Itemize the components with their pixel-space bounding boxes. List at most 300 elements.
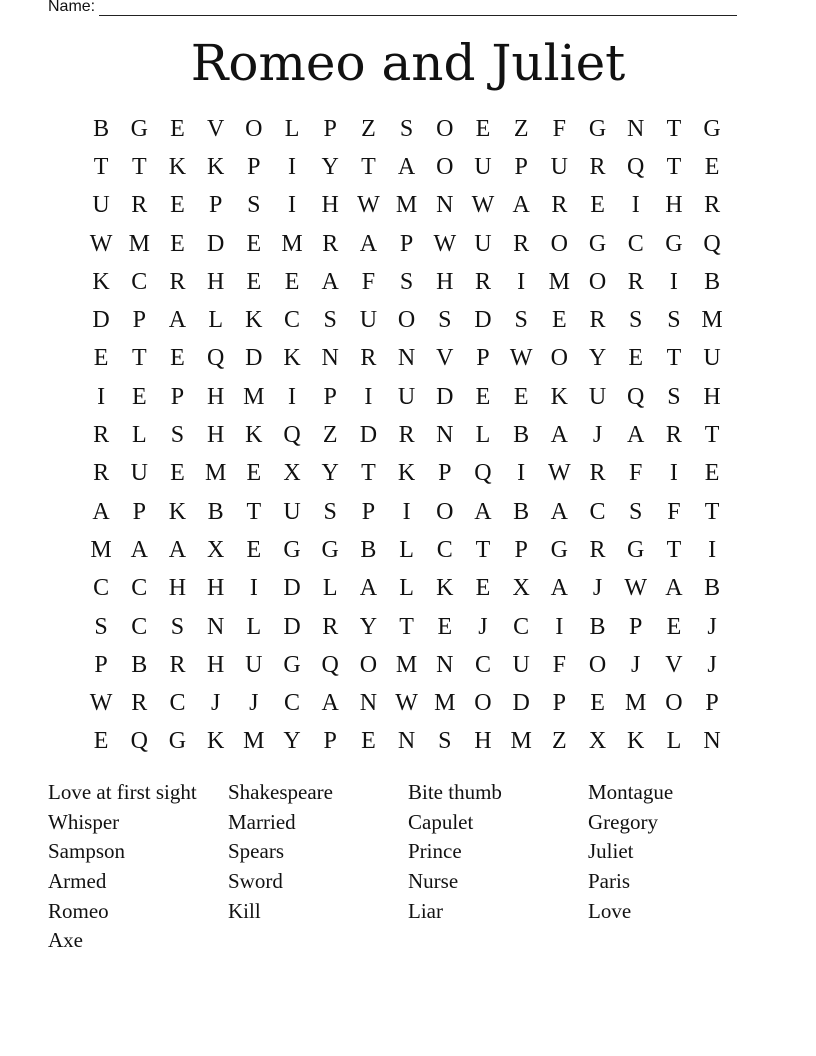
grid-letter[interactable]: Q xyxy=(206,345,225,372)
grid-letter[interactable]: P xyxy=(552,690,567,717)
grid-letter[interactable]: Q xyxy=(283,422,301,449)
grid-letter[interactable]: M xyxy=(243,383,265,410)
grid-letter[interactable]: S xyxy=(629,307,643,334)
grid-letter[interactable]: S xyxy=(629,498,643,525)
grid-letter[interactable]: P xyxy=(629,613,643,640)
grid-letter[interactable]: K xyxy=(206,728,225,755)
grid-letter[interactable]: M xyxy=(548,268,571,295)
grid-letter[interactable]: E xyxy=(704,460,720,487)
grid-letter[interactable]: P xyxy=(705,690,719,717)
grid-letter[interactable]: I xyxy=(402,498,411,525)
grid-letter[interactable]: B xyxy=(704,268,721,295)
grid-letter[interactable]: R xyxy=(474,268,491,295)
grid-letter[interactable]: I xyxy=(288,153,297,180)
grid-letter[interactable]: B xyxy=(93,115,110,142)
grid-letter[interactable]: R xyxy=(93,422,110,449)
grid-letter[interactable]: K xyxy=(245,422,263,449)
grid-letter[interactable]: E xyxy=(437,613,453,640)
grid-letter[interactable]: F xyxy=(552,115,567,142)
grid-letter[interactable]: O xyxy=(436,498,454,525)
grid-letter[interactable]: C xyxy=(589,498,606,525)
grid-letter[interactable]: W xyxy=(548,460,571,487)
grid-letter[interactable]: R xyxy=(704,192,721,219)
grid-letter[interactable]: O xyxy=(245,115,263,142)
grid-letter[interactable]: E xyxy=(170,192,185,219)
grid-letter[interactable]: K xyxy=(397,460,416,487)
grid-letter[interactable]: W xyxy=(433,230,457,257)
grid-letter[interactable]: I xyxy=(517,460,526,487)
grid-letter[interactable]: J xyxy=(707,613,717,640)
grid-letter[interactable]: U xyxy=(703,345,721,372)
grid-letter[interactable]: M xyxy=(434,690,456,717)
grid-letter[interactable]: W xyxy=(357,192,380,219)
grid-letter[interactable]: E xyxy=(170,460,185,487)
grid-letter[interactable]: H xyxy=(206,651,225,678)
grid-letter[interactable]: G xyxy=(550,536,569,563)
grid-letter[interactable]: W xyxy=(89,230,113,257)
grid-letter[interactable]: U xyxy=(474,230,492,257)
grid-letter[interactable]: D xyxy=(359,422,378,449)
grid-letter[interactable]: G xyxy=(588,115,607,142)
grid-letter[interactable]: U xyxy=(245,651,263,678)
grid-letter[interactable]: D xyxy=(436,383,454,410)
grid-letter[interactable]: P xyxy=(438,460,452,487)
grid-letter[interactable]: E xyxy=(590,690,605,717)
grid-letter[interactable]: S xyxy=(247,192,261,219)
grid-letter[interactable]: K xyxy=(627,728,645,755)
grid-letter[interactable]: B xyxy=(704,575,721,602)
grid-letter[interactable]: F xyxy=(629,460,643,487)
grid-letter[interactable]: O xyxy=(665,690,683,717)
grid-letter[interactable]: S xyxy=(170,422,185,449)
grid-letter[interactable]: H xyxy=(206,422,225,449)
grid-letter[interactable]: R xyxy=(665,422,682,449)
grid-letter[interactable]: P xyxy=(208,192,223,219)
grid-letter[interactable]: D xyxy=(474,307,492,334)
grid-letter[interactable]: B xyxy=(360,536,377,563)
grid-letter[interactable]: O xyxy=(588,651,607,678)
word-list-item: Montague xyxy=(588,780,674,804)
grid-letter[interactable]: X xyxy=(588,728,607,755)
grid-letter[interactable]: Q xyxy=(627,383,645,410)
grid-letter[interactable]: M xyxy=(701,307,723,334)
grid-letter[interactable]: A xyxy=(359,230,378,257)
grid-letter[interactable]: G xyxy=(283,536,301,563)
grid-letter[interactable]: U xyxy=(130,460,148,487)
grid-letter[interactable]: C xyxy=(474,651,491,678)
grid-letter[interactable]: P xyxy=(247,153,261,180)
grid-letter[interactable]: D xyxy=(245,345,263,372)
grid-letter[interactable]: N xyxy=(397,345,416,372)
grid-letter[interactable]: Y xyxy=(283,728,301,755)
grid-letter[interactable]: T xyxy=(666,115,682,142)
grid-letter[interactable]: J xyxy=(249,690,259,717)
grid-letter[interactable]: I xyxy=(669,268,678,295)
grid-letter[interactable]: T xyxy=(475,536,491,563)
grid-letter[interactable]: S xyxy=(667,307,681,334)
grid-letter[interactable]: I xyxy=(517,268,526,295)
grid-letter[interactable]: S xyxy=(438,728,452,755)
grid-letter[interactable]: K xyxy=(245,307,263,334)
grid-letter[interactable]: R xyxy=(589,536,606,563)
grid-letter[interactable]: U xyxy=(512,651,530,678)
grid-letter[interactable]: E xyxy=(246,268,262,295)
grid-letter[interactable]: A xyxy=(550,498,569,525)
grid-letter[interactable]: H xyxy=(665,192,683,219)
grid-letter[interactable]: O xyxy=(474,690,492,717)
grid-letter[interactable]: N xyxy=(436,651,454,678)
grid-letter[interactable]: E xyxy=(513,383,529,410)
grid-letter[interactable]: I xyxy=(364,383,373,410)
grid-letter[interactable]: E xyxy=(170,345,185,372)
grid-letter[interactable]: P xyxy=(476,345,490,372)
grid-letter[interactable]: D xyxy=(283,613,301,640)
grid-letter[interactable]: M xyxy=(128,230,150,257)
grid-letter[interactable]: F xyxy=(361,268,376,295)
grid-letter[interactable]: G xyxy=(665,230,683,257)
grid-letter[interactable]: E xyxy=(590,192,605,219)
grid-letter[interactable]: R xyxy=(93,460,110,487)
grid-letter[interactable]: Y xyxy=(321,460,339,487)
grid-letter[interactable]: E xyxy=(475,383,491,410)
grid-letter[interactable]: K xyxy=(92,268,110,295)
grid-letter[interactable]: A xyxy=(627,422,645,449)
grid-letter[interactable]: E xyxy=(475,115,491,142)
grid-letter[interactable]: L xyxy=(666,728,682,755)
grid-letter[interactable]: M xyxy=(243,728,265,755)
grid-letter[interactable]: L xyxy=(246,613,262,640)
grid-letter[interactable]: B xyxy=(589,613,606,640)
grid-letter[interactable]: G xyxy=(130,115,148,142)
grid-letter[interactable]: Z xyxy=(513,115,529,142)
grid-letter[interactable]: R xyxy=(398,422,415,449)
grid-letter[interactable]: Z xyxy=(322,422,338,449)
grid-letter[interactable]: C xyxy=(131,575,148,602)
grid-letter[interactable]: U xyxy=(550,153,569,180)
grid-letter[interactable]: W xyxy=(509,345,533,372)
grid-letter[interactable]: A xyxy=(321,268,339,295)
grid-letter[interactable]: T xyxy=(131,153,147,180)
name-underline[interactable] xyxy=(99,1,737,16)
grid-letter[interactable]: I xyxy=(288,192,297,219)
grid-letter[interactable]: R xyxy=(627,268,644,295)
grid-letter[interactable]: P xyxy=(323,383,337,410)
grid-letter[interactable]: P xyxy=(323,728,337,755)
grid-letter[interactable]: D xyxy=(92,307,110,334)
grid-letter[interactable]: M xyxy=(281,230,303,257)
grid-letter[interactable]: U xyxy=(397,383,416,410)
grid-letter[interactable]: J xyxy=(478,613,488,640)
grid-letter[interactable]: P xyxy=(132,498,146,525)
grid-letter[interactable]: E xyxy=(284,268,300,295)
grid-letter[interactable]: S xyxy=(438,307,452,334)
grid-letter[interactable]: H xyxy=(703,383,721,410)
grid-letter[interactable]: C xyxy=(169,690,186,717)
grid-letter[interactable]: E xyxy=(361,728,376,755)
grid-letter[interactable]: O xyxy=(436,153,454,180)
grid-letter[interactable]: P xyxy=(170,383,185,410)
grid-letter[interactable]: C xyxy=(436,536,453,563)
grid-letter[interactable]: E xyxy=(475,575,491,602)
grid-letter[interactable]: I xyxy=(288,383,297,410)
grid-letter[interactable]: R xyxy=(589,307,606,334)
grid-letter[interactable]: T xyxy=(131,345,147,372)
grid-letter[interactable]: L xyxy=(399,536,414,563)
grid-letter[interactable]: V xyxy=(436,345,454,372)
grid-letter[interactable]: K xyxy=(206,153,225,180)
grid-letter[interactable]: E xyxy=(246,230,262,257)
grid-letter[interactable]: A xyxy=(474,498,492,525)
grid-letter[interactable]: E xyxy=(704,153,720,180)
grid-letter[interactable]: E xyxy=(246,536,262,563)
grid-letter[interactable]: O xyxy=(550,230,569,257)
grid-letter[interactable]: S xyxy=(170,613,185,640)
grid-letter[interactable]: H xyxy=(321,192,339,219)
grid-letter[interactable]: R xyxy=(322,613,339,640)
grid-letter[interactable]: L xyxy=(131,422,147,449)
grid-letter[interactable]: Y xyxy=(359,613,378,640)
grid-letter[interactable]: Q xyxy=(627,153,645,180)
grid-letter[interactable]: A xyxy=(130,536,148,563)
grid-letter[interactable]: A xyxy=(168,536,187,563)
grid-letter[interactable]: C xyxy=(513,613,530,640)
grid-letter[interactable]: Q xyxy=(474,460,492,487)
grid-letter[interactable]: A xyxy=(550,575,569,602)
grid-letter[interactable]: C xyxy=(627,230,644,257)
grid-letter[interactable]: I xyxy=(97,383,106,410)
grid-letter[interactable]: L xyxy=(208,307,223,334)
grid-letter[interactable]: T xyxy=(246,498,262,525)
grid-letter[interactable]: J xyxy=(210,690,221,717)
grid-letter[interactable]: A xyxy=(550,422,569,449)
grid-letter[interactable]: E xyxy=(170,230,185,257)
grid-letter[interactable]: Q xyxy=(321,651,339,678)
grid-letter[interactable]: V xyxy=(206,115,225,142)
grid-letter[interactable]: P xyxy=(94,651,108,678)
grid-letter[interactable]: M xyxy=(510,728,532,755)
grid-letter[interactable]: N xyxy=(436,422,454,449)
grid-letter[interactable]: J xyxy=(592,422,603,449)
grid-letter[interactable]: S xyxy=(323,307,337,334)
grid-letter[interactable]: P xyxy=(514,153,528,180)
grid-letter[interactable]: G xyxy=(168,728,187,755)
grid-letter[interactable]: S xyxy=(94,613,108,640)
grid-letter[interactable]: G xyxy=(588,230,607,257)
grid-letter[interactable]: W xyxy=(395,690,418,717)
grid-letter[interactable]: L xyxy=(475,422,491,449)
grid-letter[interactable]: U xyxy=(92,192,110,219)
grid-letter[interactable]: B xyxy=(131,651,148,678)
word-list-item: Axe xyxy=(48,928,83,953)
grid-letter[interactable]: R xyxy=(589,460,606,487)
grid-letter[interactable]: T xyxy=(361,460,376,487)
grid-letter[interactable]: J xyxy=(592,575,603,602)
word-list-item: Capulet xyxy=(408,809,474,834)
grid-letter[interactable]: C xyxy=(284,307,301,334)
grid-letter[interactable]: M xyxy=(625,690,647,717)
grid-letter[interactable]: G xyxy=(627,536,645,563)
grid-letter[interactable]: M xyxy=(90,536,112,563)
grid-letter[interactable]: H xyxy=(168,575,187,602)
grid-letter[interactable]: C xyxy=(284,690,301,717)
grid-letter[interactable]: N xyxy=(397,728,416,755)
grid-letter[interactable]: J xyxy=(707,651,717,678)
grid-letter[interactable]: U xyxy=(359,307,378,334)
grid-letter[interactable]: O xyxy=(588,268,607,295)
grid-letter[interactable]: M xyxy=(204,460,227,487)
grid-letter[interactable]: R xyxy=(131,192,148,219)
grid-letter[interactable]: T xyxy=(361,153,376,180)
grid-letter[interactable]: A xyxy=(512,192,530,219)
grid-letter[interactable]: N xyxy=(206,613,225,640)
grid-letter[interactable]: S xyxy=(323,498,337,525)
grid-letter[interactable]: A xyxy=(92,498,110,525)
name-field[interactable] xyxy=(48,0,737,16)
grid-letter[interactable]: U xyxy=(474,153,492,180)
grid-letter[interactable]: I xyxy=(631,192,640,219)
grid-letter[interactable]: N xyxy=(627,115,645,142)
grid-letter[interactable]: R xyxy=(589,153,606,180)
grid-letter[interactable]: I xyxy=(708,536,717,563)
grid-letter[interactable]: V xyxy=(665,651,683,678)
grid-letter[interactable]: H xyxy=(474,728,492,755)
grid-letter[interactable]: E xyxy=(552,307,567,334)
grid-letter[interactable]: G xyxy=(321,536,339,563)
grid-letter[interactable]: L xyxy=(322,575,338,602)
grid-letter[interactable]: R xyxy=(322,230,339,257)
grid-letter[interactable]: H xyxy=(436,268,454,295)
grid-letter[interactable]: B xyxy=(513,422,530,449)
grid-letter[interactable]: F xyxy=(552,651,567,678)
grid-letter[interactable]: S xyxy=(514,307,528,334)
grid-letter[interactable]: T xyxy=(399,613,414,640)
grid-letter[interactable]: Y xyxy=(321,153,339,180)
grid-letter[interactable]: R xyxy=(551,192,568,219)
grid-letter[interactable]: Z xyxy=(552,728,567,755)
grid-letter[interactable]: B xyxy=(513,498,530,525)
grid-letter[interactable]: W xyxy=(471,192,495,219)
grid-letter[interactable]: R xyxy=(360,345,377,372)
grid-letter[interactable]: D xyxy=(512,690,530,717)
grid-letter[interactable]: N xyxy=(703,728,721,755)
grid-letter[interactable]: G xyxy=(283,651,301,678)
grid-letter[interactable]: R xyxy=(131,690,148,717)
grid-letter[interactable]: W xyxy=(89,690,113,717)
grid-letter[interactable]: M xyxy=(395,651,418,678)
grid-letter[interactable]: Z xyxy=(361,115,376,142)
grid-letter[interactable]: D xyxy=(283,575,301,602)
grid-letter[interactable]: L xyxy=(399,575,414,602)
grid-letter[interactable]: L xyxy=(284,115,300,142)
grid-letter[interactable]: E xyxy=(246,460,262,487)
grid-letter[interactable]: E xyxy=(131,383,147,410)
grid-letter[interactable]: E xyxy=(628,345,644,372)
word-list-item: Sampson xyxy=(48,839,126,864)
word-list-item: Liar xyxy=(408,898,443,923)
grid-letter[interactable]: A xyxy=(168,307,187,334)
grid-letter[interactable]: S xyxy=(399,115,414,142)
grid-letter[interactable]: R xyxy=(169,268,186,295)
grid-letter[interactable]: R xyxy=(169,651,186,678)
grid-letter[interactable]: C xyxy=(93,575,110,602)
word-list-item: Romeo xyxy=(48,898,109,923)
grid-letter[interactable]: Q xyxy=(130,728,148,755)
grid-letter[interactable]: U xyxy=(588,383,607,410)
grid-letter[interactable]: R xyxy=(513,230,530,257)
grid-letter[interactable]: I xyxy=(669,460,678,487)
grid-letter[interactable]: K xyxy=(168,153,187,180)
grid-letter[interactable]: W xyxy=(624,575,648,602)
word-list-item: Married xyxy=(228,809,296,834)
grid-letter[interactable]: X xyxy=(283,460,301,487)
grid-letter[interactable]: Y xyxy=(588,345,607,372)
grid-letter[interactable]: F xyxy=(667,498,681,525)
grid-letter[interactable]: O xyxy=(436,115,454,142)
grid-letter[interactable]: I xyxy=(249,575,258,602)
grid-letter[interactable]: O xyxy=(550,345,569,372)
grid-letter[interactable]: S xyxy=(667,383,681,410)
grid-letter[interactable]: M xyxy=(395,192,418,219)
grid-letter[interactable]: Q xyxy=(703,230,721,257)
grid-letter[interactable]: A xyxy=(359,575,378,602)
grid-letter[interactable]: G xyxy=(703,115,721,142)
grid-letter[interactable]: K xyxy=(436,575,454,602)
grid-letter[interactable]: P xyxy=(132,307,146,334)
grid-letter[interactable]: T xyxy=(666,153,682,180)
grid-letter[interactable]: N xyxy=(436,192,454,219)
grid-letter[interactable]: B xyxy=(207,498,224,525)
grid-letter[interactable]: O xyxy=(359,651,378,678)
grid-letter[interactable]: T xyxy=(704,498,720,525)
grid-letter[interactable]: T xyxy=(666,536,682,563)
grid-letter[interactable]: N xyxy=(359,690,378,717)
grid-letter[interactable]: K xyxy=(168,498,187,525)
grid-letter[interactable]: P xyxy=(514,536,528,563)
grid-letter[interactable]: E xyxy=(170,115,185,142)
grid-letter[interactable]: H xyxy=(206,575,225,602)
grid-letter[interactable]: U xyxy=(283,498,301,525)
word-list-item: Paris xyxy=(588,869,630,894)
grid-letter[interactable]: E xyxy=(93,728,109,755)
grid-letter[interactable]: E xyxy=(93,345,109,372)
grid-letter[interactable]: X xyxy=(206,536,225,563)
grid-letter[interactable]: K xyxy=(283,345,301,372)
grid-letter[interactable]: P xyxy=(361,498,376,525)
grid-letter[interactable]: I xyxy=(555,613,564,640)
grid-letter[interactable]: H xyxy=(206,383,225,410)
grid-letter[interactable]: K xyxy=(550,383,569,410)
word-list xyxy=(48,778,768,956)
grid-letter[interactable]: P xyxy=(399,230,414,257)
grid-letter[interactable]: O xyxy=(397,307,416,334)
grid-letter[interactable]: X xyxy=(512,575,530,602)
grid-letter[interactable]: T xyxy=(666,345,682,372)
grid-letter[interactable]: S xyxy=(399,268,414,295)
grid-letter[interactable]: J xyxy=(631,651,641,678)
grid-letter[interactable]: A xyxy=(321,690,339,717)
grid-letter[interactable]: T xyxy=(93,153,109,180)
grid-letter[interactable]: D xyxy=(206,230,225,257)
grid-letter[interactable]: C xyxy=(131,268,148,295)
grid-letter[interactable]: A xyxy=(397,153,416,180)
grid-letter[interactable]: H xyxy=(206,268,225,295)
grid-letter[interactable]: N xyxy=(321,345,339,372)
grid-letter[interactable]: P xyxy=(323,115,337,142)
grid-letter[interactable]: A xyxy=(665,575,683,602)
grid-letter[interactable]: E xyxy=(666,613,682,640)
grid-letter[interactable]: T xyxy=(704,422,720,449)
grid-letter[interactable]: C xyxy=(131,613,148,640)
